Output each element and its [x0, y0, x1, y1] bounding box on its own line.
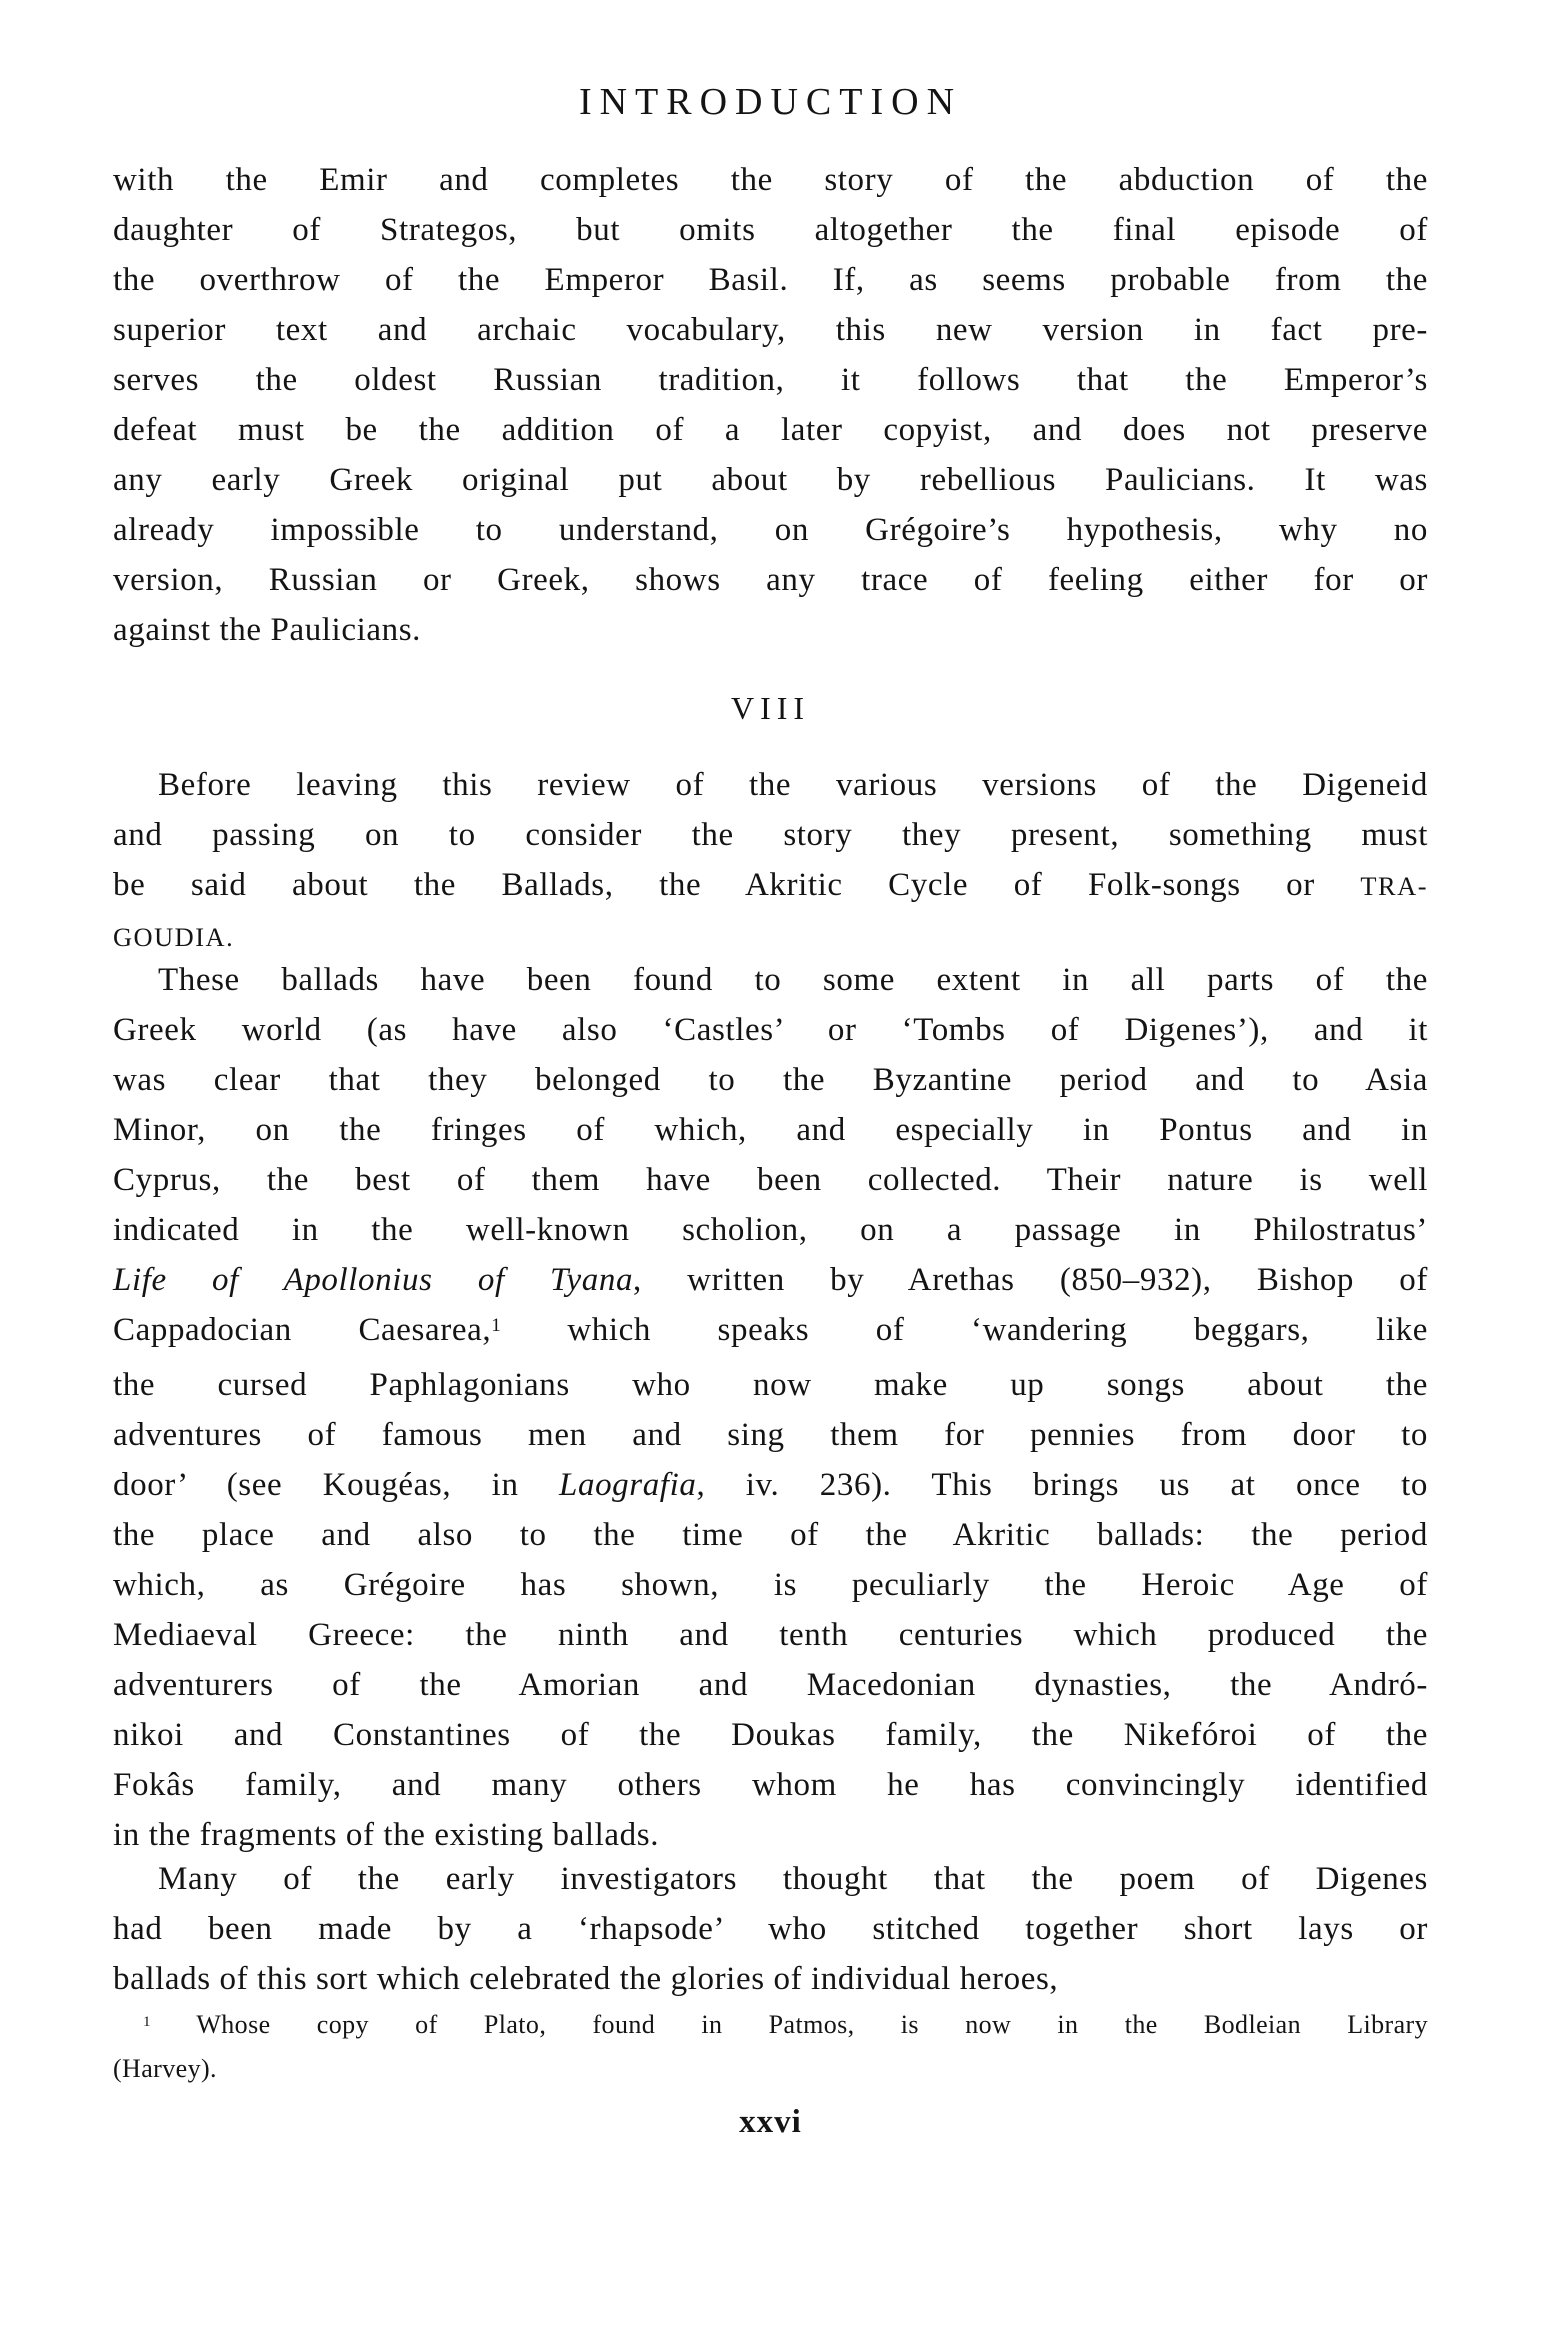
text-segment: and passing on to consider the story they present, something must	[113, 817, 1428, 853]
text-line	[113, 1810, 1428, 1860]
text-line	[113, 1205, 1428, 1255]
text-line	[113, 505, 1428, 555]
text-segment: against the Paulicians.	[113, 612, 421, 648]
text-segment: Whose copy of Plato, found in Patmos, is now in the Bodleian Library	[150, 2010, 1428, 2039]
text-segment: already impossible to understand, on Grégoire’s hypothesis, why no	[113, 512, 1428, 548]
text-segment: ballads of this sort which celebrated the glories of individual heroes,	[113, 1961, 1059, 1997]
text-line	[113, 1410, 1428, 1460]
text-segment: which speaks of ‘wandering beggars, like	[500, 1312, 1428, 1348]
paragraph-investigators	[113, 1854, 1428, 2004]
text-segment: had been made by a ‘rhapsode’ who stitched together short lays or	[113, 1911, 1428, 1947]
footnote-marker: 1	[491, 1314, 501, 1336]
text-line	[113, 1305, 1428, 1360]
text-segment: the place and also to the time of the Akritic ballads: the period	[113, 1517, 1428, 1553]
text-line	[113, 1460, 1428, 1510]
section-heading: VIII	[730, 690, 811, 726]
text-segment: daughter of Strategos, but omits altogether the final episode of	[113, 212, 1428, 248]
text-line	[113, 860, 1428, 911]
text-line	[113, 1005, 1428, 1055]
text-segment: door’ (see Kougéas, in	[113, 1467, 560, 1503]
text-line	[113, 1560, 1428, 1610]
text-line	[113, 1660, 1428, 1710]
text-segment: the cursed Paphlagonians who now make up songs about the	[113, 1367, 1428, 1403]
paragraph-ballads-intro	[113, 760, 1428, 962]
smallcaps-text: GOUDIA.	[113, 922, 235, 952]
text-segment: Cappadocian Caesarea,	[113, 1312, 492, 1348]
text-segment: These ballads have been found to some extent in all parts of the	[158, 962, 1428, 998]
text-line	[113, 405, 1428, 455]
footnote-marker: 1	[143, 2013, 151, 2030]
paragraph-continuation	[113, 155, 1428, 655]
text-segment: version, Russian or Greek, shows any trace of feeling either for or	[113, 562, 1428, 598]
text-line	[113, 1710, 1428, 1760]
text-line	[113, 1255, 1428, 1305]
text-segment: serves the oldest Russian tradition, it follows that the Emperor’s	[113, 362, 1428, 398]
text-line	[113, 1610, 1428, 1660]
text-segment: Mediaeval Greece: the ninth and tenth centuries which produced the	[113, 1617, 1428, 1653]
text-segment: adventurers of the Amorian and Macedonian dynasties, the Andró-	[113, 1667, 1428, 1703]
text-line	[113, 1904, 1428, 1954]
paragraph-ballads-detail	[113, 955, 1428, 1860]
text-segment: in the fragments of the existing ballads.	[113, 1817, 660, 1853]
page-number: xxvi	[739, 2104, 802, 2140]
text-line	[113, 1510, 1428, 1560]
italic-text: Laografia	[559, 1467, 697, 1503]
text-segment: (Harvey).	[113, 2054, 217, 2083]
text-line	[113, 1760, 1428, 1810]
text-segment: Before leaving this review of the various versions of the Digeneid	[158, 767, 1428, 803]
text-line	[113, 1105, 1428, 1155]
text-segment: be said about the Ballads, the Akritic Cycle of Folk-songs or	[113, 867, 1361, 903]
text-line	[113, 1954, 1428, 2004]
text-segment: superior text and archaic vocabulary, this new version in fact pre-	[113, 312, 1428, 348]
text-segment: any early Greek original put about by rebellious Paulicians. It was	[113, 462, 1428, 498]
text-line	[113, 810, 1428, 860]
text-line	[113, 355, 1428, 405]
footnote	[113, 2005, 1428, 2089]
text-segment: Fokâs family, and many others whom he has convincingly identified	[113, 1767, 1428, 1803]
text-line	[113, 155, 1428, 205]
text-segment: with the Emir and completes the story of the abduction of the	[113, 162, 1428, 198]
text-line	[113, 2005, 1428, 2049]
text-segment: indicated in the well-known scholion, on a passage in Philostratus’	[113, 1212, 1428, 1248]
italic-text: Life of Apollonius of Tyana	[113, 1262, 634, 1298]
text-segment: , iv. 236). This brings us at once to	[696, 1467, 1428, 1503]
text-line	[113, 1854, 1428, 1904]
text-segment: defeat must be the addition of a later copyist, and does not preserve	[113, 412, 1428, 448]
text-segment: which, as Grégoire has shown, is peculiarly the Heroic Age of	[113, 1567, 1428, 1603]
text-segment: nikoi and Constantines of the Doukas family, the Nikefóroi of the	[113, 1717, 1428, 1753]
text-line	[113, 455, 1428, 505]
text-segment: Minor, on the fringes of which, and especially in Pontus and in	[113, 1112, 1428, 1148]
text-segment: was clear that they belonged to the Byzantine period and to Asia	[113, 1062, 1428, 1098]
text-line	[113, 955, 1428, 1005]
text-segment: , written by Arethas (850–932), Bishop of	[633, 1262, 1428, 1298]
text-line	[113, 1360, 1428, 1410]
text-line	[113, 760, 1428, 810]
text-line	[113, 1155, 1428, 1205]
text-line	[113, 605, 1428, 655]
text-segment: Cyprus, the best of them have been collected. Their nature is well	[113, 1162, 1428, 1198]
text-line	[113, 255, 1428, 305]
text-line	[113, 1055, 1428, 1105]
text-line	[113, 305, 1428, 355]
text-segment: adventures of famous men and sing them for pennies from door to	[113, 1417, 1428, 1453]
page-header-title: INTRODUCTION	[578, 81, 963, 123]
text-segment: Greek world (as have also ‘Castles’ or ‘Tombs of Digenes’), and it	[113, 1012, 1428, 1048]
text-line	[113, 205, 1428, 255]
text-line	[113, 555, 1428, 605]
text-segment: Many of the early investigators thought that the poem of Digenes	[158, 1861, 1428, 1897]
smallcaps-text: TRA-	[1360, 871, 1428, 901]
text-line	[113, 2049, 1428, 2089]
text-segment: the overthrow of the Emperor Basil. If, as seems probable from the	[113, 262, 1428, 298]
